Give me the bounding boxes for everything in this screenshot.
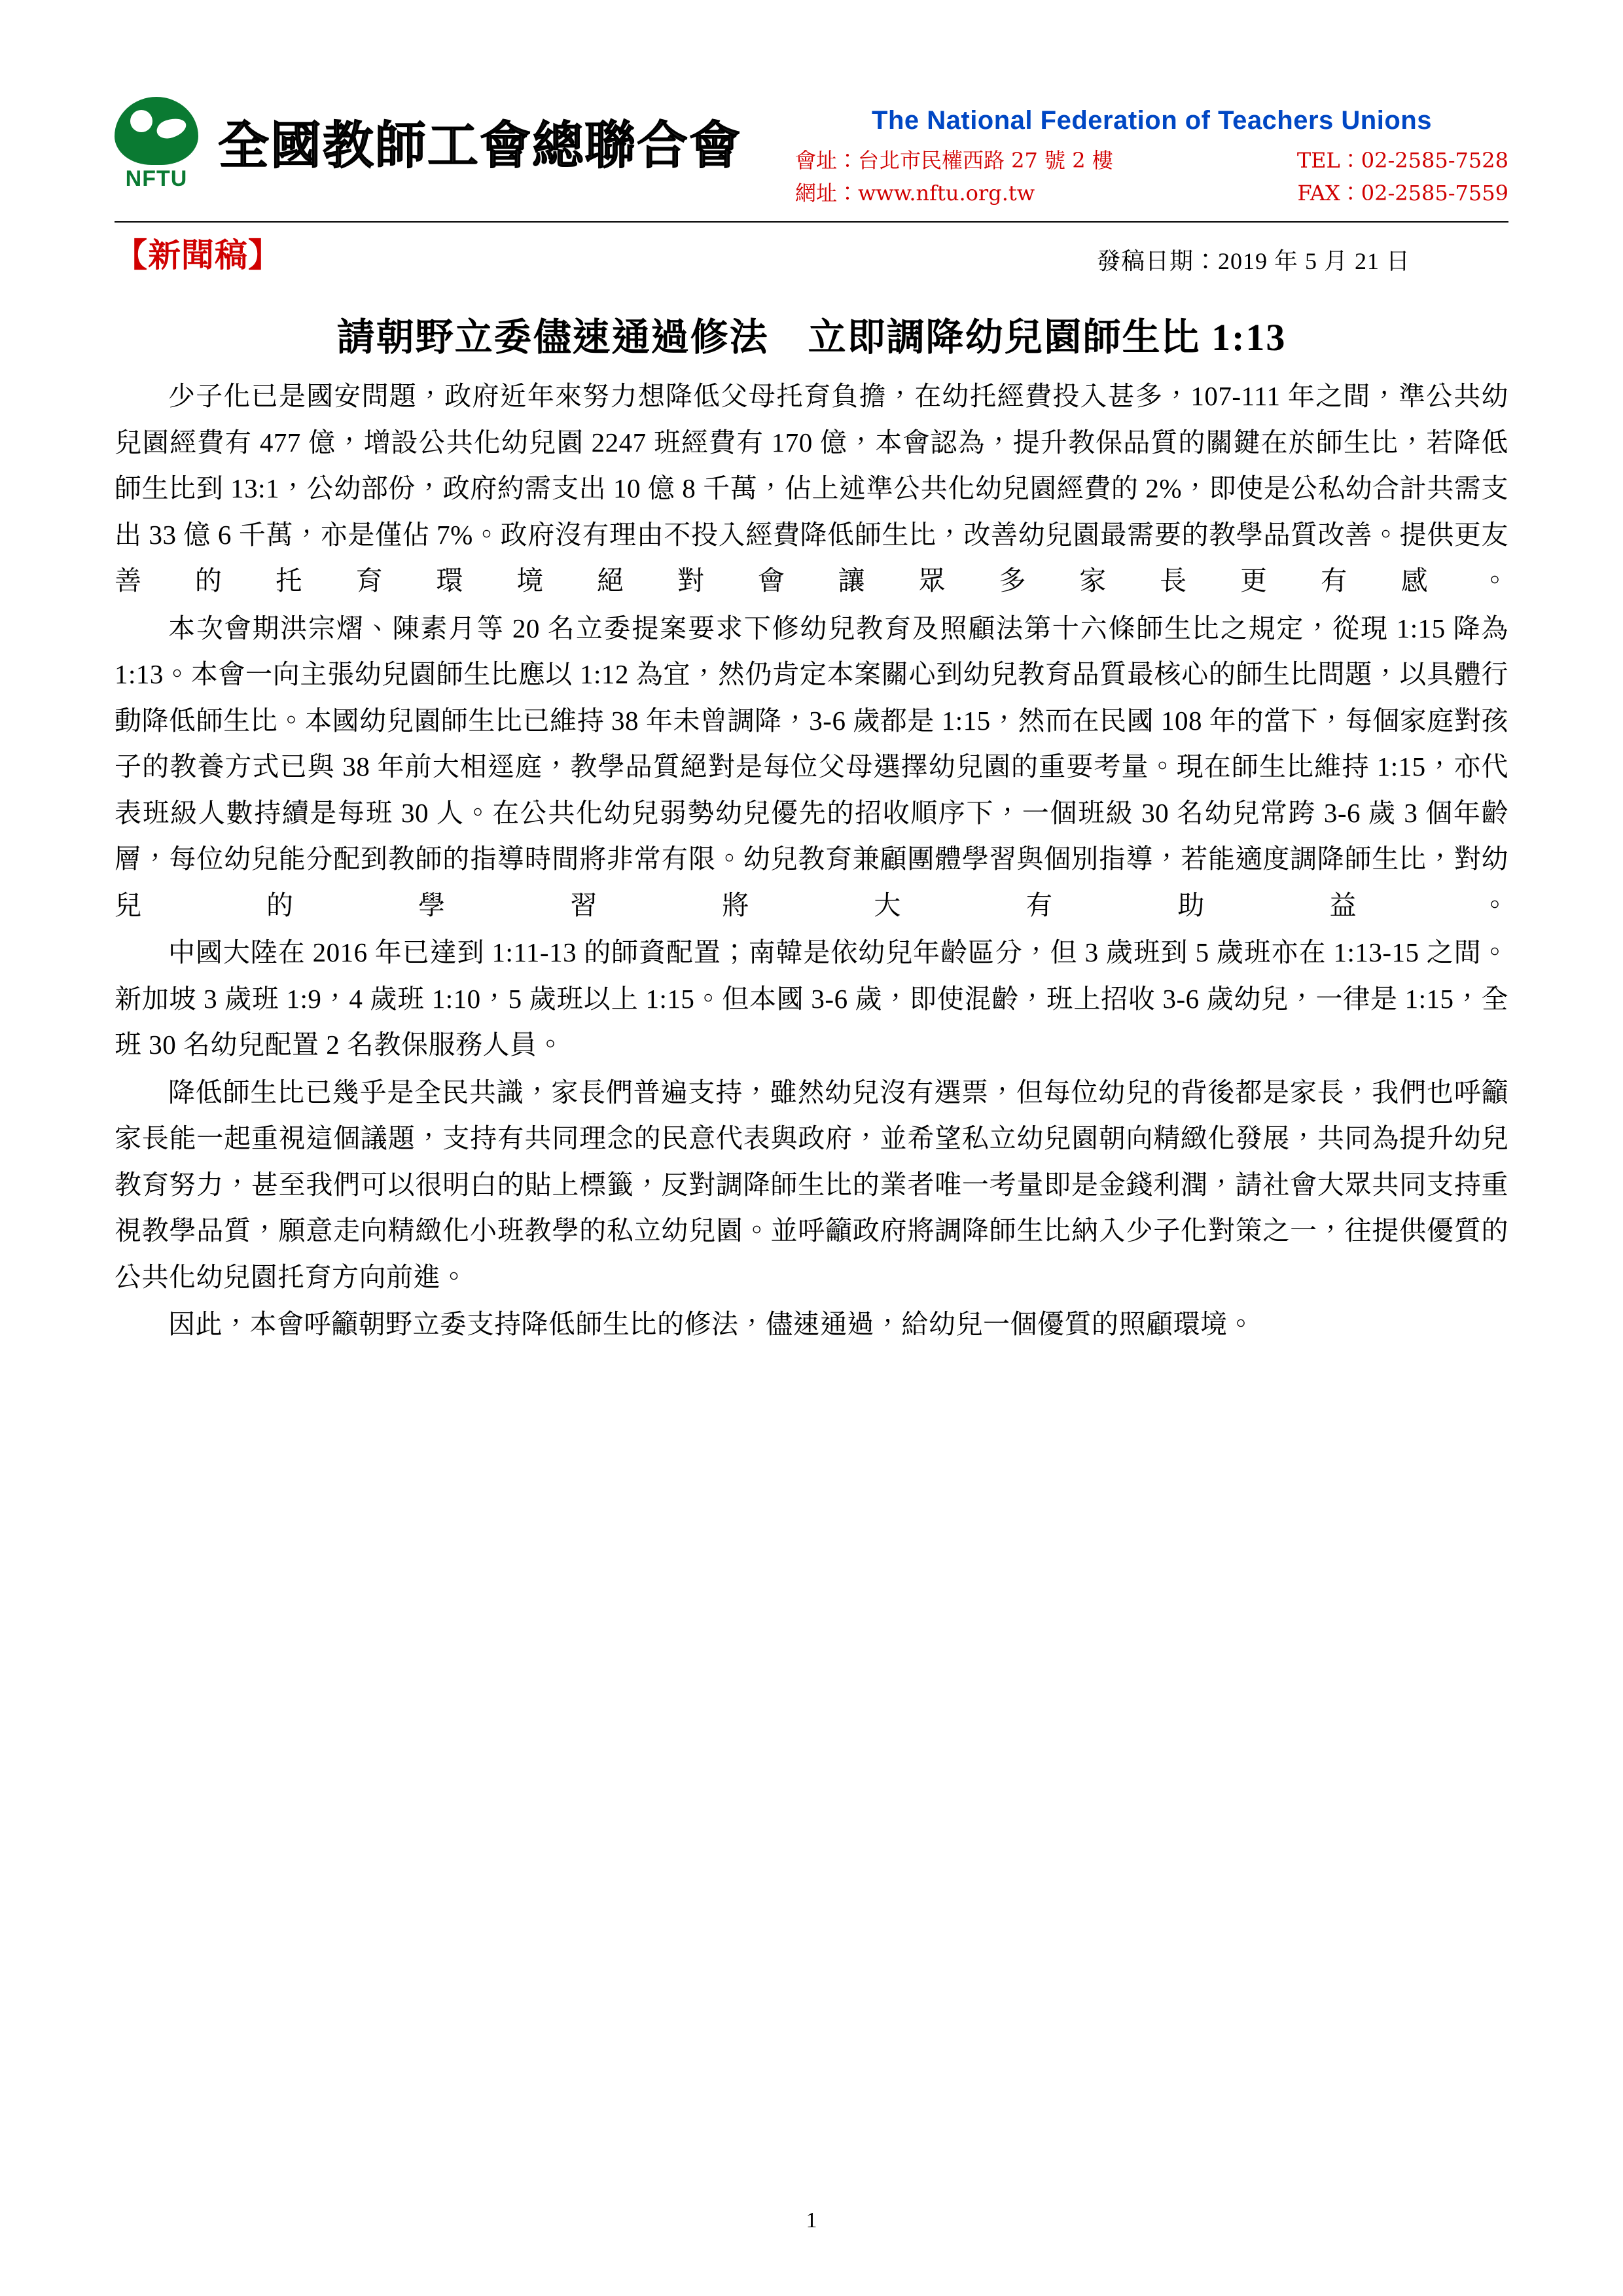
logo-org-name-zh: 全國教師工會總聯合會 <box>218 117 742 175</box>
page-title: 請朝野立委儘速通過修法 立即調降幼兒園師生比 1:13 <box>336 316 1287 359</box>
fax-label: FAX：02-2585-7559 <box>1297 180 1508 206</box>
document-header <box>115 79 1508 216</box>
logo-acronym: NFTU <box>125 166 188 191</box>
paragraph: 降低師生比已幾乎是全民共識，家長們普遍支持，雖然幼兒沒有選票，但每位幼兒的背後都是家長，我們也呼籲家長能一起重視這個議題，支持有共同理念的民意代表與政府，並希望私立幼兒園朝向精緻化發展，共同為提升幼兒教育努力，甚至我們可以很明白的貼上標籤，反對調降師生比的業者唯一考量即是金錢利潤，請社會大眾共同支持重視教學品質，願意走向精緻化小班教學的私立幼兒園。並呼籲政府將調降師生比納入少子化對策之一，往提供優質的公共化幼兒園托育方向前進。 <box>115 1077 1508 1292</box>
website-label[interactable]: 網址：www.nftu.org.tw <box>795 180 1035 206</box>
page-number: 1 <box>806 2208 817 2233</box>
paragraph: 少子化已是國安問題，政府近年來努力想降低父母托育負擔，在幼托經費投入甚多，107-111 年之間，準公共幼兒園經費有 477 億，增設公共化幼兒園 2247 班經費有 170 億，本會認為，提升教保品質的關鍵在於師生比，若降低師生比到 13:1，公幼部份，政府約需支出 10 億 8 千萬，佔上述準公共化幼兒園經費的 2%，即使是公私幼合計共需支出 33 億 6 千萬，亦是僅佔 7%。政府沒有理由不投入經費降低師生比，改善幼兒園最需要的教學品質改善。提供更友善的托育環境絕對會讓眾多家長更有感。 <box>115 381 1508 596</box>
document-body <box>115 373 1508 1348</box>
organization-logo <box>115 79 741 195</box>
contact-row-website <box>795 177 1508 210</box>
paragraph: 中國大陸在 2016 年已達到 1:11-13 的師資配置；南韓是依幼兒年齡區分，但 3 歲班到 5 歲班亦在 1:13-15 之間。新加坡 3 歲班 1:9，4 歲班 1:10，5 歲班以上 1:15。但本國 3-6 歲，即使混齡，班上招收 3-6 歲幼兒，一律是 1:15，全班 30 名幼兒配置 2 名教保服務人員。 <box>115 937 1508 1060</box>
paragraph: 因此，本會呼籲朝野立委支持降低師生比的修法，儘速通過，給幼兒一個優質的照顧環境。 <box>168 1309 1255 1340</box>
address-label: 會址：台北市民權西路 27 號 2 樓 <box>795 148 1113 173</box>
header-divider <box>115 221 1508 223</box>
telephone-label: TEL：02-2585-7528 <box>1296 148 1508 173</box>
contact-row-address <box>795 145 1508 177</box>
organization-name-en: The National Federation of Teachers Unions <box>872 106 1432 135</box>
document-meta <box>115 229 1508 276</box>
nftu-emblem-icon <box>115 97 206 195</box>
torch-emblem-icon <box>115 97 198 165</box>
issue-date: 發稿日期：2019 年 5 月 21 日 <box>1096 248 1410 274</box>
organization-contact-block <box>795 79 1508 209</box>
paragraph: 本次會期洪宗熠、陳素月等 20 名立委提案要求下修幼兒教育及照顧法第十六條師生比之規定，從現 1:15 降為 1:13。本會一向主張幼兒園師生比應以 1:12 為宜，然仍肯定本案關心到幼兒教育品質最核心的師生比問題，以具體行動降低師生比。本國幼兒園師生比已維持 38 年未曾調降，3-6 歲都是 1:15，然而在民國 108 年的當下，每個家庭對孩子的教養方式已與 38 年前大相逕庭，教學品質絕對是每位父母選擇幼兒園的重要考量。現在師生比維持 1:15，亦代表班級人數持續是每班 30 人。在公共化幼兒弱勢幼兒優先的招收順序下，一個班級 30 名幼兒常跨 3-6 歲 3 個年齡層，每位幼兒能分配到教師的指導時間將非常有限。幼兒教育兼顧團體學習與個別指導，若能適度調降師生比，對幼兒的學習將大有助益。 <box>115 613 1508 920</box>
press-release-tag: 【新聞稿】 <box>115 236 281 274</box>
